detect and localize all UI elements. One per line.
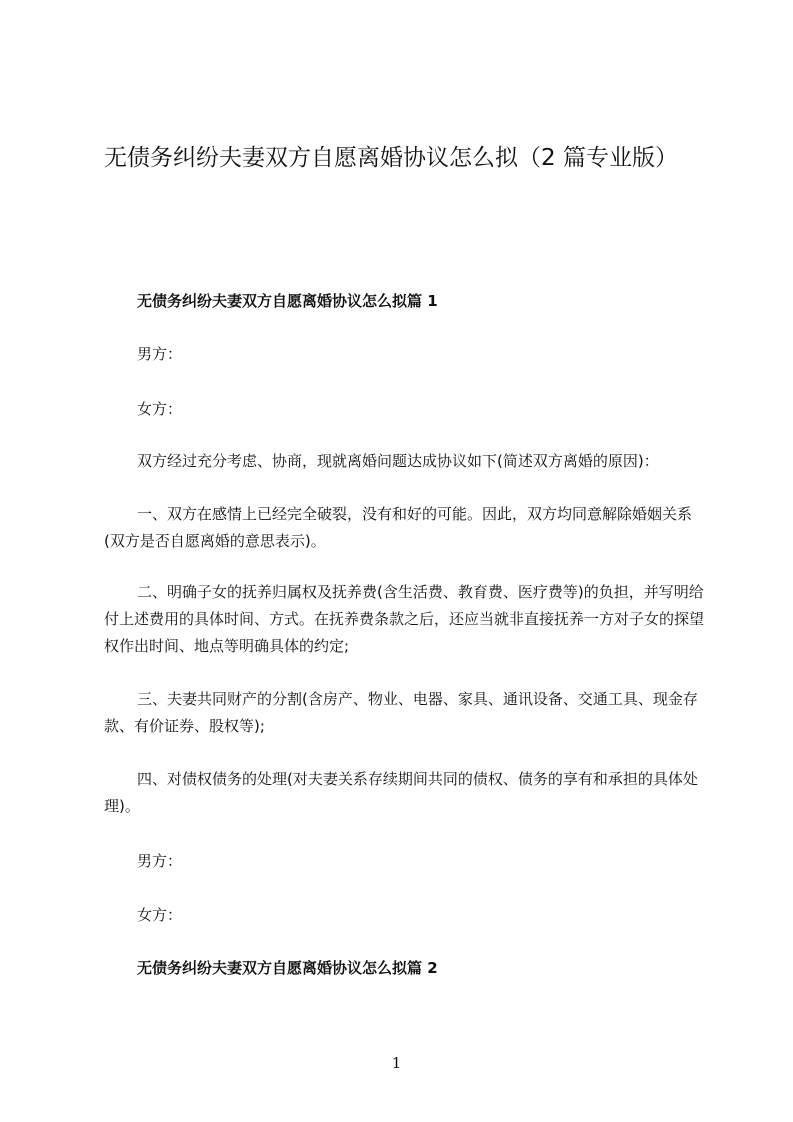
document-title: 无债务纠纷夫妻双方自愿离婚协议怎么拟（2 篇专业版） — [104, 145, 678, 171]
female-label: 女方： — [137, 400, 183, 418]
section2-heading: 无债务纠纷夫妻双方自愿离婚协议怎么拟篇 2 — [137, 959, 438, 977]
page-number: 1 — [391, 1054, 402, 1072]
clause-4-paragraph: 四、对债权债务的处理(对夫妻关系存续期间共同的债权、债务的享有和承担的具体处理)。 — [104, 770, 698, 815]
clause-2-paragraph: 二、明确子女的抚养归属权及抚养费(含生活费、教育费、医疗费等)的负担，并写明给付上述费用的具体时间、方式。在抚养费条款之后，还应当就非直接抚养一方对子女的探望权作出时间、地点等明确具体的约定; — [104, 583, 705, 655]
section1-heading: 无债务纠纷夫妻双方自愿离婚协议怎么拟篇 1 — [137, 292, 438, 310]
male-label-2: 男方： — [137, 852, 183, 870]
female-label-2: 女方： — [137, 906, 183, 924]
clause-3-paragraph: 三、夫妻共同财产的分割(含房产、物业、电器、家具、通讯设备、交通工具、现金存款、有价证券、股权等); — [104, 690, 698, 735]
clause-1-paragraph: 一、双方在感情上已经完全破裂，没有和好的可能。因此，双方均同意解除婚姻关系(双方是否自愿离婚的意思表示)。 — [104, 505, 693, 550]
intro-paragraph: 双方经过充分考虑、协商，现就离婚问题达成协议如下(简述双方离婚的原因)： — [137, 452, 659, 470]
male-label: 男方： — [137, 345, 183, 363]
